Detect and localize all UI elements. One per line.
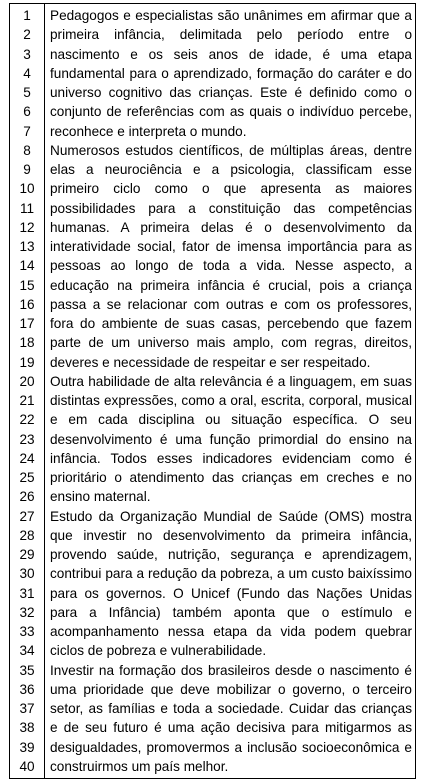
line-number: 5 (23, 85, 31, 100)
numbered-text-table (9, 3, 416, 779)
line-number: 31 (19, 585, 35, 601)
text-line: prioritário o atendimento das crianças em creches e no (50, 470, 412, 485)
text-line: humanas. A primeira delas é o desenvolvimento da (50, 219, 412, 235)
line-number: 11 (19, 200, 35, 216)
text-column (50, 6, 412, 776)
text-line: primeiro ciclo como o que apresenta as maiores (50, 181, 412, 197)
text-line: conjunto de referências com as quais o indivíduo percebe, (50, 104, 412, 120)
line-number: 38 (19, 720, 35, 736)
column-divider (44, 4, 45, 778)
text-line: e de seu futuro é uma ação decisiva para mitigarmos as (50, 720, 412, 736)
text-line: Outra habilidade de alta relevância é a linguagem, em suas (50, 373, 412, 389)
line-number-column (10, 6, 44, 776)
text-line: nascimento e os seis anos de idade, é uma etapa (50, 46, 412, 62)
line-number: 6 (23, 104, 31, 120)
line-number: 32 (19, 604, 35, 620)
line-number: 14 (19, 258, 35, 274)
line-number: 30 (19, 566, 35, 582)
line-number: 17 (19, 316, 35, 331)
text-line: fora do ambiente de suas casas, percebendo que fazem (50, 316, 412, 331)
line-number: 37 (19, 701, 35, 716)
line-number: 33 (19, 624, 35, 639)
text-line: distintas expressões, como a oral, escrita, corporal, musical (50, 393, 412, 408)
text-line: interatividade social, fator de imensa importância para as (50, 239, 412, 254)
line-number: 19 (19, 354, 35, 370)
line-number: 40 (19, 758, 35, 774)
text-line: e em cada disciplina ou situação específica. O seu (50, 412, 412, 428)
text-line: parte de um universo mais amplo, com regras, direitos, (50, 335, 412, 351)
text-line: fundamental para o aprendizado, formação do caráter e do (50, 65, 412, 81)
text-line: ensino maternal. (50, 489, 151, 505)
line-number: 8 (23, 142, 31, 158)
text-line: possibilidades para a constituição das competências (50, 200, 412, 216)
text-line: universo cognitivo das crianças. Este é definido como o (50, 85, 412, 100)
text-line: Pedagogos e especialistas são unânimes em afirmar que a (50, 8, 412, 23)
text-line: uma prioridade que deve mobilizar o governo, o terceiro (50, 681, 412, 697)
text-line: passa a se relacionar com outras e com os professores, (50, 296, 412, 312)
text-line: contribui para a redução da pobreza, a um custo baixíssimo (50, 566, 412, 582)
line-number: 23 (19, 431, 35, 447)
line-number: 3 (23, 46, 31, 62)
text-line: construirmos um país melhor. (50, 758, 229, 774)
text-line: Numerosos estudos científicos, de múltiplas áreas, dentre (50, 142, 412, 158)
text-line: desenvolvimento é uma função primordial do ensino na (50, 431, 412, 447)
line-number: 13 (19, 239, 35, 254)
text-line: reconhece e interpreta o mundo. (50, 123, 247, 139)
text-line: Estudo da Organização Mundial de Saúde (OMS) mostra (50, 508, 412, 524)
line-number: 26 (19, 489, 35, 505)
text-line: educação na primeira infância é crucial, pois a criança (50, 277, 412, 293)
line-number: 27 (19, 508, 35, 524)
line-number: 2 (23, 27, 31, 43)
text-line: setor, as famílias e toda a sociedade. Cuidar das crianças (50, 701, 412, 716)
line-number: 29 (19, 547, 35, 562)
line-number: 16 (19, 296, 35, 312)
line-number: 39 (19, 739, 35, 755)
text-line: que investir no desenvolvimento da primeira infância, (50, 527, 412, 543)
line-number: 25 (19, 470, 35, 485)
line-number: 1 (23, 8, 31, 23)
line-number: 12 (19, 219, 35, 235)
text-line: para a Infância) também aponta que o estímulo e (50, 604, 412, 620)
line-number: 10 (19, 181, 35, 197)
text-line: primeira infância, delimitada pelo período entre o (50, 27, 412, 43)
text-line: Investir na formação dos brasileiros desde o nascimento é (50, 662, 412, 678)
line-number: 20 (19, 373, 35, 389)
line-number: 9 (23, 162, 31, 177)
text-line: desigualdades, promovermos a inclusão socioeconômica e (50, 739, 412, 755)
line-number: 34 (19, 643, 35, 659)
text-line: elas a neurociência e a psicologia, classificam esse (50, 162, 412, 177)
line-number: 36 (19, 681, 35, 697)
line-number: 22 (19, 412, 35, 428)
line-number: 35 (19, 662, 35, 678)
line-number: 18 (19, 335, 35, 351)
text-line: ciclos de pobreza e vulnerabilidade. (50, 643, 267, 659)
line-number: 21 (19, 393, 35, 408)
text-line: provendo saúde, nutrição, segurança e aprendizagem, (50, 547, 412, 562)
line-number: 4 (23, 65, 31, 81)
text-line: acompanhamento nessa etapa da vida podem quebrar (50, 624, 412, 639)
line-number: 15 (19, 277, 35, 293)
text-line: para os governos. O Unicef (Fundo das Nações Unidas (50, 585, 412, 601)
text-line: infância. Todos esses indicadores evidenciam como é (50, 450, 412, 466)
line-number: 7 (23, 123, 31, 139)
text-line: deveres e necessidade de respeitar e ser respeitado. (50, 354, 371, 370)
text-line: pessoas ao longo de toda a vida. Nesse aspecto, a (50, 258, 412, 274)
line-number: 24 (19, 450, 35, 466)
line-number: 28 (19, 527, 35, 543)
